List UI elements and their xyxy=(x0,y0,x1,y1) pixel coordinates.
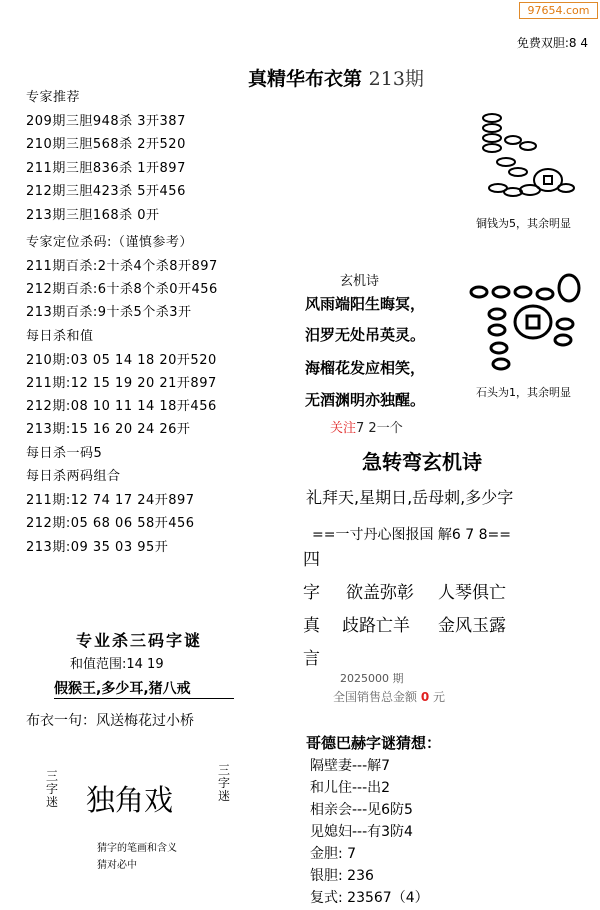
goedel-line: 相亲会---见6防5 xyxy=(310,802,413,818)
list-item: 211期:12 15 19 20 21开897 xyxy=(26,376,217,391)
grid-idiom: 歧路亡羊 xyxy=(342,616,410,636)
poem-line: 风雨端阳生晦冥， xyxy=(305,295,426,313)
sales-unit: 元 xyxy=(433,690,446,704)
sales-line xyxy=(333,688,445,705)
issue-line: 2025000 期 xyxy=(340,672,404,685)
title-issue: 213期 xyxy=(368,68,424,90)
list-item: 213期:09 35 03 95开 xyxy=(26,540,169,555)
list-item: 212期三胆423杀 5开456 xyxy=(26,184,186,199)
experts-heading: 专家推荐 xyxy=(26,90,81,105)
site-badge: 97654.com xyxy=(519,2,598,19)
daily-sum-heading: 每日杀和值 xyxy=(26,329,94,344)
grid-col-char: 言 xyxy=(303,649,320,669)
page-title xyxy=(248,64,424,91)
list-item: 213期百杀:9十杀5个杀3开 xyxy=(26,305,192,320)
coins-caption: 铜钱为5，其余明显 xyxy=(476,217,571,230)
eq-line: ==一寸丹心图报国 解6 7 8== xyxy=(312,527,511,543)
goedel-line: 银胆: 236 xyxy=(310,868,374,884)
title-main: 真精华布衣第 xyxy=(248,68,363,90)
goedel-line: 复式: 23567（4） xyxy=(310,890,429,906)
sales-label: 全国销售总金额 xyxy=(333,690,418,704)
list-item: 212期:08 10 11 14 18开456 xyxy=(26,399,217,414)
buyi-line: 布衣一句：风送梅花过小桥 xyxy=(26,713,194,729)
underline-divider xyxy=(54,698,234,699)
poem-heading: 玄机诗 xyxy=(340,274,380,289)
daily-two-heading: 每日杀两码组合 xyxy=(26,469,121,484)
goedel-line: 金胆: 7 xyxy=(310,846,357,862)
vertical-label-right: 三字迷 xyxy=(217,763,230,803)
poem-line: 汨罗无处吊英灵。 xyxy=(305,326,426,344)
grid-col-char: 四 xyxy=(303,550,320,570)
stones-illustration xyxy=(465,268,590,378)
jiahou-line: 假猴王,多少耳,猪八戒 xyxy=(54,681,191,697)
twist-title: 急转弯玄机诗 xyxy=(362,450,482,474)
position-kill-heading: 专家定位杀码:（谨慎参考） xyxy=(26,235,193,250)
sales-zero: 0 xyxy=(420,690,430,704)
list-item: 210期:03 05 14 18 20开520 xyxy=(26,353,217,368)
riddle-box-title: 专业杀三码字谜 xyxy=(76,631,203,650)
riddle-hint: 猜字的笔画和含义 xyxy=(97,843,177,854)
goedel-line: 和儿住---出2 xyxy=(310,780,391,796)
daily-one-kill: 每日杀一码5 xyxy=(26,446,103,461)
big-riddle-word: 独角戏 xyxy=(86,783,174,817)
goedel-heading: 哥德巴赫字谜猜想： xyxy=(306,734,442,752)
follow-line xyxy=(330,417,403,436)
list-item: 210期三胆568杀 2开520 xyxy=(26,137,186,152)
list-item: 212期百杀:6十杀8个杀0开456 xyxy=(26,282,218,297)
grid-col-char: 真 xyxy=(303,616,320,636)
hezhi-range: 和值范围:14 19 xyxy=(70,657,164,672)
follow-number: 7 2一个 xyxy=(356,421,403,436)
poem-line: 无酒渊明亦独醒。 xyxy=(305,391,426,409)
list-item: 213期:15 16 20 24 26开 xyxy=(26,422,191,437)
list-item: 209期三胆948杀 3开387 xyxy=(26,114,186,129)
list-item: 211期百杀:2十杀4个杀8开897 xyxy=(26,259,218,274)
goedel-line: 见媳妇---有3防4 xyxy=(310,824,413,840)
follow-label: 关注 xyxy=(330,421,357,436)
poem-line: 海榴花发应相笑， xyxy=(305,359,426,377)
vertical-label-left: 三字迷 xyxy=(45,769,58,809)
grid-idiom: 人琴俱亡 xyxy=(438,583,506,603)
grid-idiom: 欲盖弥彰 xyxy=(346,583,414,603)
free-double-pick: 免费双胆:8 4 xyxy=(516,36,588,50)
coins-illustration xyxy=(478,110,578,205)
list-item: 211期:12 74 17 24开897 xyxy=(26,493,195,508)
riddle-line: 礼拜天,星期日,岳母刺,多少字 xyxy=(306,488,514,507)
goedel-line: 隔壁妻---解7 xyxy=(310,758,391,774)
list-item: 212期:05 68 06 58开456 xyxy=(26,516,195,531)
list-item: 211期三胆836杀 1开897 xyxy=(26,161,186,176)
list-item: 213期三胆168杀 0开 xyxy=(26,208,160,223)
grid-col-char: 字 xyxy=(303,583,320,603)
riddle-hint: 猜对必中 xyxy=(97,860,137,871)
stones-caption: 石头为1，其余明显 xyxy=(476,386,571,399)
grid-idiom: 金风玉露 xyxy=(438,616,506,636)
